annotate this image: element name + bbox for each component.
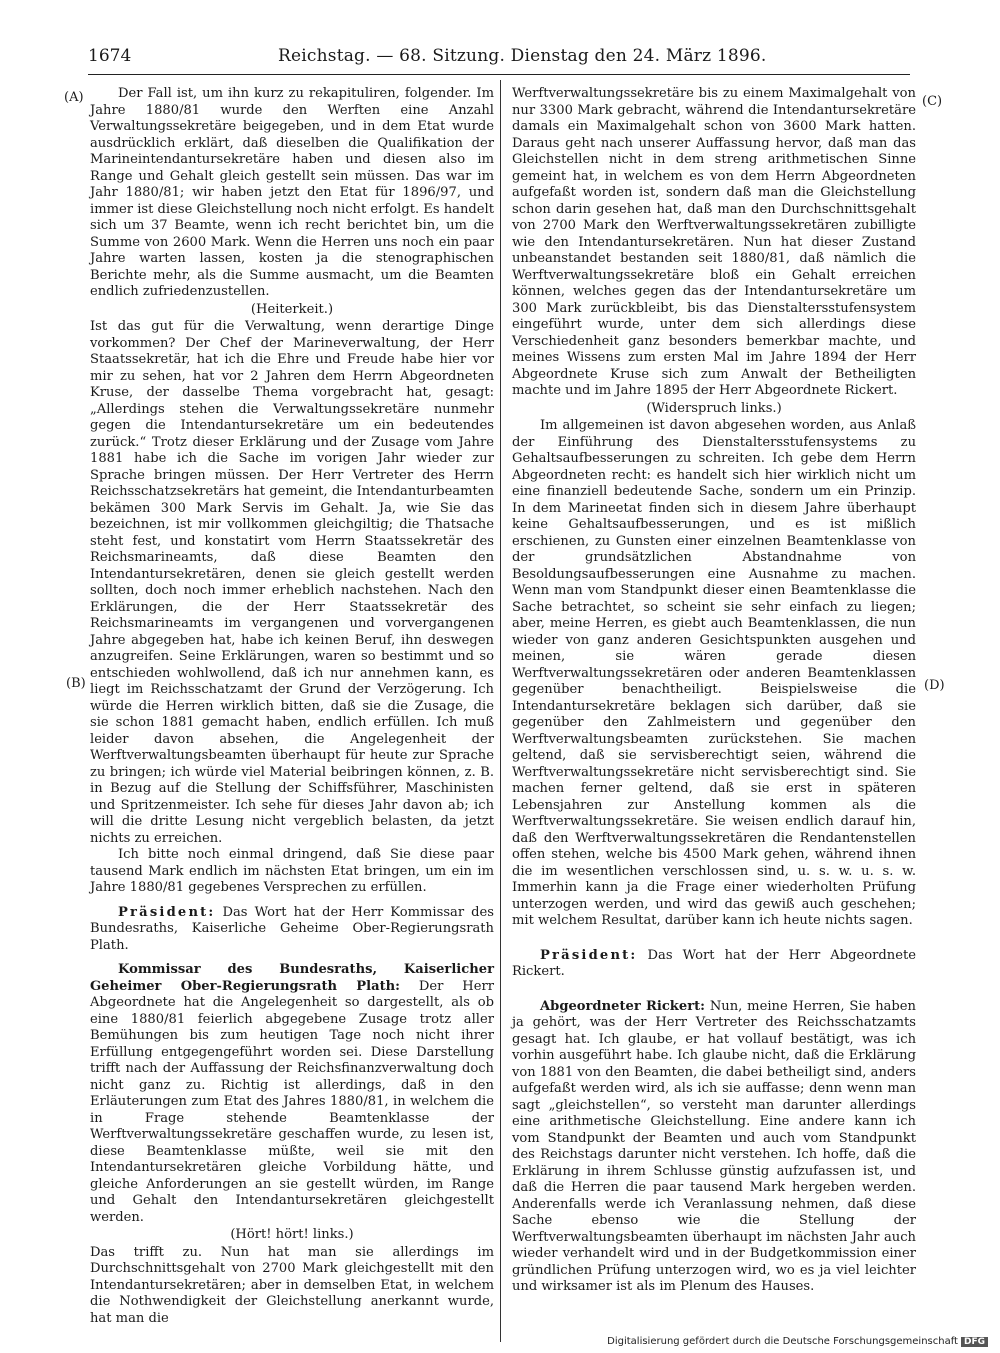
speech-paragraph [512,999,916,1296]
speaker-label: Kommissar des Bundesraths, Kaiserlicher Geheimer Ober-Regierungsrath Plath: [90,962,494,994]
column-divider [500,80,501,1342]
paragraph: Ist das gut für die Verwaltung, wenn derartige Dinge vorkommen? Der Chef der Marineverwaltung, der Herr Staatssekretär, hat ich die Ehre und Freude habe hier vor mir zu sehen, hat vor 2 Jahren dem Herrn Abgeordneten Kruse, der dasselbe Thema vorgebracht hat, gesagt: „Allerdings stehen die Verwaltungssekretäre nunmehr gegen die Intendantursekretäre um ein bedeutendes zurück.“ Trotz dieser Erklärung und der Zusage vom Jahre 1881 habe ich die Sache im vorigen Jahr wieder zur Sprache bringen müssen. Der Herr Vertreter des Herrn Reichsschatzsekretärs hat gemeint, die Intendanturbeamten bekämen 300 Mark Servis im Gehalt. Ja, wie Sie das bezeichnen, ist mir vollkommen gleichgiltig; die Thatsache steht fest, und konstatirt vom Herrn Staatssekretär des Reichsmarineamts, daß diese Beamten den Intendantursekretären, denen sie gleich gestellt werden sollten, doch noch immer erheblich nachstehen. Nach den Erklärungen, die der Herr Staatssekretär des Reichsmarineamts im vergangenen und vorvergangenen Jahre abgegeben hat, habe ich keinen Beruf, ihn deswegen anzugreifen. Seine Erklärungen, waren so bestimmt und so entschieden wohlwollend, daß ich nur annehmen kann, es liegt im Reichsschatzamt der Grund der Verzögerung. Ich würde die Herren wirklich bitten, daß sie die Zusage, die sie schon 1881 gemacht haben, endlich erfüllen. Ich muß leider davon absehen, die Angelegenheit der Werftverwaltungsbeamten überhaupt für heute zur Sprache zu bringen; ich würde viel Material beibringen können, z. B. in Bezug auf die Stellung der Schiffsführer, Maschinisten und Spritzenmeister. Ich sehe für dieses Jahr davon ab; ich will die dritte Lesung nicht vergeblich belasten, da jetzt nichts zu erreichen. [90,319,494,846]
speaker-label: Abgeordneter Rickert: [540,998,705,1014]
speech-paragraph [90,905,494,955]
dfg-logo: DFG [961,1337,988,1347]
speech-text: Nun, meine Herren, Sie haben ja gehört, was der Herr Vertreter des Reichsschatzamts gesagt hat. Ich glaube, er hat vollauf bestätigt, was ich vorhin ausgeführt habe. Ich glaube nicht, daß die Erklärung von 1881 von den Beamten, die dabei betheiligt sind, anders aufgefaßt werden wird, als ich sie auffasse; denn wenn man sagt „gleichstellen“, so versteht man darunter allerdings eine arithmetische Gleichstellung. Eine andere kann ich vom Standpunkt der Beamten und auch vom Standpunkt des Reichstags darunter nicht verstehen. Ich hoffe, daß die Erklärung in ihrem Schlusse günstig aufzufassen ist, und daß die Herren die paar tausend Mark hergeben werden. Anderenfalls werde ich Veranlassung nehmen, daß diese Sache ebenso wie die Stellung der Werftverwaltungsbeamten überhaupt im nächsten Jahr auch wieder verhandelt wird und in der Budgetkommission einer gründlichen Prüfung unterzogen wird, wo es ja viel leichter und wirksamer ist als im Plenum des Hauses. [512,998,916,1294]
paragraph: Der Fall ist, um ihn kurz zu rekapituliren, folgender. Im Jahre 1880/81 wurde den Werften eine Anzahl Verwaltungssekretäre beigegeben, und in dem Etat wurde ausdrücklich erklärt, daß dieselben die Qualifikation der Marineintendantursekretäre haben und diesen also im Range und Gehalt gleich gestellt sein müssen. Das war im Jahr 1880/81; wir haben jetzt den Etat für 1896/97, und immer ist diese Gleichstellung noch nicht erfolgt. Es handelt sich um 37 Beamte, wenn ich recht berichtet bin, um die Summe von 2600 Mark. Wenn die Herren uns noch ein paar Jahre warten lassen, kosten ja die stenographischen Berichte mehr, als die Summe ausmacht, um die Beamten endlich zufriedenzustellen. [90,86,494,299]
header-rule [88,74,910,75]
paragraph: Ich bitte noch einmal dringend, daß Sie diese paar tausend Mark endlich im nächsten Etat bringen, um ein im Jahre 1880/81 gegebenes Versprechen zu erfüllen. [90,847,494,895]
paragraph: Das trifft zu. Nun hat man sie allerdings im Durchschnittsgehalt von 2700 Mark gleichgestellt mit den Intendantursekretären; aber in demselben Etat, in welchem die Nothwendigkeit der Gleichstellung anerkannt wurde, hat man die [90,1244,494,1326]
speech-text: Das Wort hat der Herr Kommissar des Bundesraths, Kaiserliche Geheime Ober-Regierungsrath Plath. [90,904,494,953]
digitization-credit [607,1336,988,1347]
right-column [512,86,916,1296]
interjection: (Hört! hört! links.) [230,1227,354,1242]
speech-text: Das Wort hat der Herr Abgeordnete Rickert. [512,947,916,979]
left-column [90,86,494,1327]
paragraph: Werftverwaltungssekretäre bis zu einem Maximalgehalt von nur 3300 Mark gebracht, während die Intendantursekretäre damals ein Maximalgehalt schon von 3600 Mark hatten. Daraus geht nach unserer Auffassung hervor, daß man das Gleichstellen nicht in dem streng arithmetischen Sinne gemeint hat, in welchem es von dem Herrn Abgeordneten aufgefaßt worden ist, sondern daß man die Gleichstellung schon darin gesehen hat, daß man den Durchschnittsgehalt von 2700 Mark den Werftverwaltungssekretären zubilligte wie den Intendantursekretären. Nun hat dieser Zustand unbeanstandet bestanden seit 1880/81, daß nämlich die Werftverwaltungssekretäre bloß ein Gehalt erreichen können, welches gegen das der Intendantursekretäre um 300 Mark zurückbleibt, bis das Dienstaltersstufensystem eingeführt wurde, unter dem sich allerdings diese Verschiedenheit ganz besonders bemerkbar machte, und meines Wissens zum ersten Mal im Jahre 1894 der Herr Abgeordnete Kruse sich zum Anwalt der Betheiligten machte und im Jahre 1895 der Herr Abgeordnete Rickert. [512,86,916,398]
paragraph: Im allgemeinen ist davon abgesehen worden, aus Anlaß der Einführung des Dienstaltersstufensystems zu Gehaltsaufbesserungen zu schreiten. Ich gebe dem Herrn Abgeordneten recht: es handelt sich hier wirklich nicht um eine finanziell bedeutende Sache, sondern um ein Prinzip. In dem Marineetat finden sich in diesem Jahre überhaupt keine Gehaltsaufbesserungen, und es ist mißlich erschienen, zu Gunsten einer einzelnen Beamtenklasse von der grundsätzlichen Abstandnahme von Besoldungsaufbesserungen eine Ausnahme zu machen. Wenn man vom Standpunkt dieser einen Beamtenklasse die Sache betrachtet, so scheint sie sehr einfach zu liegen; aber, meine Herren, es giebt auch Beamtenklassen, die nun wieder von ganz anderen Gesichtspunkten ausgehen und meinen, sie wären gerade diesen Werftverwaltungssekretären oder anderen Beamtenklassen gegenüber benachtheiligt. Beispielsweise die Intendantursekretäre beklagen sich darüber, daß sie gegenüber den Zahlmeistern und gegenüber den Werftverwaltungsbeamten zurückstehen. Sie machen geltend, daß sie servisberechtigt seien, während die Werftverwaltungssekretäre nicht servisberechtigt sind. Sie machen ferner geltend, daß sie erst in späteren Lebensjahren zur Anstellung kommen als die Werftverwaltungssekretäre. Sie weisen endlich darauf hin, daß den Werftverwaltungssekretären die Rendantenstellen offen stehen, welche bis 4500 Mark gehen, während ihnen die im wesentlichen verschlossen sind, u. s. w. u. s. w. Immerhin kann ja die Frage einer wiederholten Prüfung unterzogen werden, und wird das gewiß auch geschehen; mit welchem Resultat, darüber kann ich heute nichts sagen. [512,418,916,928]
speaker-label: Präsident: [118,904,216,920]
page-number: 1674 [88,46,132,66]
page-header [88,44,910,68]
margin-marker-a: (A) [64,90,84,105]
margin-marker-d: (D) [924,678,945,693]
margin-marker-c: (C) [922,94,943,109]
speech-text: Der Herr Abgeordnete hat die Angelegenheit so dargestellt, als ob eine 1880/81 feierlich abgegebene Zusage trotz aller Bemühungen bis zum heutigen Tage noch nicht ihrer Erfüllung entgegengeführt worden sei. Diese Darstellung trifft nach der Auffassung der Reichsfinanzverwaltung doch nicht ganz zu. Richtig ist allerdings, daß in den Erläuterungen zum Etat des Jahres 1880/81, in welchem die in Frage stehende Beamtenklasse der Werftverwaltungssekretäre geschaffen wurde, zu lesen ist, diese Beamtenklasse müßte, weil sie mit den Intendantursekretären gleiche Vorbildung hätte, und gleiche Anforderungen an sie gestellt würden, im Range und Gehalt den Intendantursekretären gleichgestellt werden. [90,978,494,1225]
interjection: (Heiterkeit.) [250,301,334,317]
interjection: (Widerspruch links.) [646,400,782,416]
credit-text: Digitalisierung gefördert durch die Deutsche Forschungsgemeinschaft [607,1336,958,1347]
speech-paragraph [512,948,916,981]
running-head: Reichstag. — 68. Sitzung. Dienstag den 24. März 1896. [278,46,767,66]
speech-paragraph [90,962,494,1226]
margin-marker-b: (B) [66,676,86,691]
speaker-label: Präsident: [540,947,638,963]
